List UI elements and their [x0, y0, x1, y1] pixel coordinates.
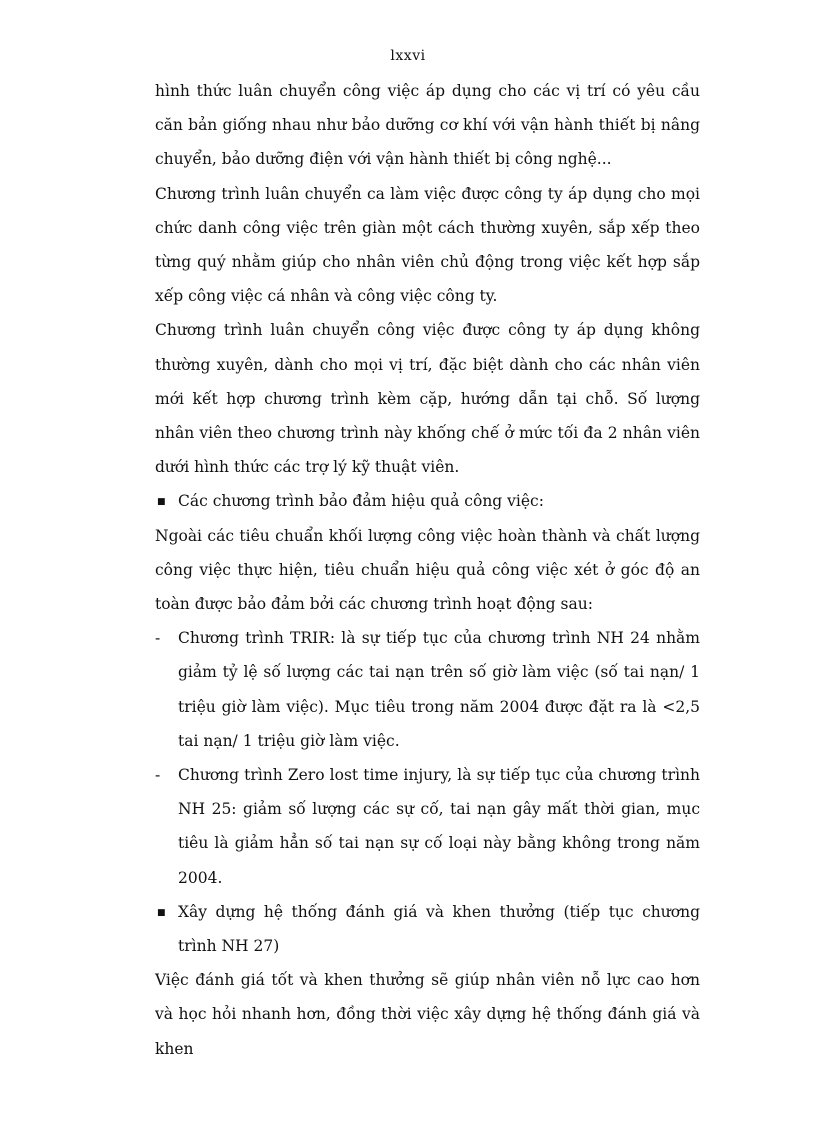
body-text — [155, 74, 700, 1066]
dash-item-text: Chương trình TRIR: là sự tiếp tục của chương trình NH 24 nhằm giảm tỷ lệ số lượng các tai nạn trên số giờ làm việc (số tai nạn/ 1 triệu giờ làm việc). Mục tiêu trong năm 2004 được đặt ra là <2,5 tai nạn/ 1 triệu giờ làm việc. — [178, 629, 700, 750]
square-bullet-icon: ■ — [157, 497, 166, 508]
dash-item-trir-program — [155, 621, 700, 758]
bullet-item-text: Các chương trình bảo đảm hiệu quả công việc: — [178, 492, 544, 511]
paragraph-job-rotation-irregular: Chương trình luân chuyển công việc được công ty áp dụng không thường xuyên, dành cho mọi vị trí, đặc biệt dành cho các nhân viên mới kết hợp chương trình kèm cặp, hướng dẫn tại chỗ. Số lượng nhân viên theo chương trình này khống chế ở mức tối đa 2 nhân viên dưới hình thức các trợ lý kỹ thuật viên. — [155, 321, 700, 477]
paragraph-shift-rotation: Chương trình luân chuyển ca làm việc được công ty áp dụng cho mọi chức danh công việc trên giàn một cách thường xuyên, sắp xếp theo từng quý nhằm giúp cho nhân viên chủ động trong việc kết hợp sắp xếp công việc cá nhân và công việc công ty. — [155, 184, 700, 306]
square-bullet-icon: ■ — [157, 907, 166, 918]
bullet-item-evaluation-system — [155, 895, 700, 963]
dash-item-zero-lost-time — [155, 758, 700, 895]
paragraph-evaluation-benefits: Việc đánh giá tốt và khen thưởng sẽ giúp nhân viên nỗ lực cao hơn và học hỏi nhanh hơn, đồng thời việc xây dựng hệ thống đánh giá và khen — [155, 971, 700, 1058]
paragraph-job-rotation-intro: hình thức luân chuyển công việc áp dụng cho các vị trí có yêu cầu căn bản giống nhau như bảo dưỡng cơ khí với vận hành thiết bị nâng chuyển, bảo dưỡng điện với vận hành thiết bị công nghệ... — [155, 82, 700, 169]
dash-marker: - — [155, 766, 161, 785]
dash-marker: - — [155, 629, 161, 648]
bullet-item-efficiency-programs — [155, 484, 700, 518]
dash-item-text: Chương trình Zero lost time injury, là sự tiếp tục của chương trình NH 25: giảm số lượng các sự cố, tai nạn gây mất thời gian, mục tiêu là giảm hẳn số tai nạn sự cố loại này bằng không trong năm 2004. — [178, 766, 700, 887]
paragraph-safety-standards: Ngoài các tiêu chuẩn khối lượng công việc hoàn thành và chất lượng công việc thực hiện, tiêu chuẩn hiệu quả công việc xét ở góc độ an toàn được bảo đảm bởi các chương trình hoạt động sau: — [155, 526, 700, 614]
bullet-item-text: Xây dựng hệ thống đánh giá và khen thưởng (tiếp tục chương trình NH 27) — [178, 902, 700, 956]
page-number: lxxvi — [390, 48, 426, 64]
